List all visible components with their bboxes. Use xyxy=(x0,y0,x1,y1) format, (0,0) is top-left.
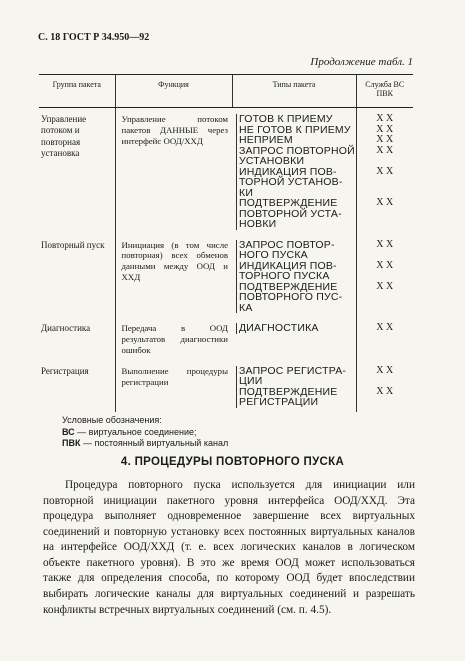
packet-type-line: ПОДТВЕРЖДЕНИЕ xyxy=(236,387,356,398)
packet-type-line: НЕ ГОТОВ К ПРИЕМУ xyxy=(236,125,356,136)
packet-type-line: ПОДТВЕРЖДЕНИЕ xyxy=(236,198,356,209)
packet-type-line: КА xyxy=(236,303,356,314)
packet-type-line: ЦИИ xyxy=(236,376,356,387)
packet-type-line: ЗАПРОС ПОВТОР- xyxy=(236,240,356,251)
packet-type-line: ГОТОВ К ПРИЕМУ xyxy=(236,114,356,125)
cell-service xyxy=(356,360,413,412)
packet-type-line: ЗАПРОС РЕГИСТРА- xyxy=(236,366,356,377)
cell-function: Передача в ООД результатов диагностики ошибок xyxy=(115,317,232,360)
service-marks: X X xyxy=(376,144,394,156)
cell-function: Выполнение процедуры регистрации xyxy=(115,360,232,412)
section-title: 4. ПРОЦЕДУРЫ ПОВТОРНОГО ПУСКА xyxy=(120,456,345,468)
packet-type-line: ТОРНОГО ПУСКА xyxy=(236,271,356,282)
service-marks: X X xyxy=(376,385,394,397)
service-marks xyxy=(357,303,414,314)
cell-function: Управление потоком пакетов ДАННЫЕ через интерфейс ООД/ХХД xyxy=(115,108,232,234)
service-marks: X X xyxy=(376,134,394,145)
table-row xyxy=(39,234,413,318)
service-marks xyxy=(357,177,414,188)
table-row xyxy=(39,360,413,412)
table-row xyxy=(39,317,413,360)
packet-type-line: ПОДТВЕРЖДЕНИЕ xyxy=(236,282,356,293)
service-marks: X X xyxy=(376,322,394,333)
service-marks: X X xyxy=(376,197,394,208)
service-marks: X X xyxy=(376,364,394,376)
cell-packet-types xyxy=(232,234,356,318)
service-marks xyxy=(357,397,414,408)
packet-types-table xyxy=(39,74,413,412)
column-header-function: Функция xyxy=(115,75,232,108)
cell-packet-types xyxy=(232,317,356,360)
cell-packet-types xyxy=(232,108,356,234)
service-marks: X X xyxy=(376,238,394,250)
table-header-row xyxy=(39,75,413,108)
service-marks xyxy=(357,219,414,230)
service-marks: X X xyxy=(376,123,394,135)
packet-type-line: ДИАГНОСТИКА xyxy=(236,323,356,334)
page-header: С. 18 ГОСТ Р 34.950—92 xyxy=(38,32,150,43)
service-marks: X X xyxy=(376,165,394,177)
packet-type-line: ПОВТОРНОГО ПУС- xyxy=(236,292,356,303)
column-header-service: Служба ВС ПВК xyxy=(356,75,413,108)
cell-service xyxy=(356,108,413,234)
legend-pvc-text: — постоянный виртуальный канал xyxy=(80,438,229,449)
legend-vc xyxy=(62,427,228,439)
packet-type-line: ТОРНОЙ УСТАНОВ- xyxy=(236,177,356,188)
packet-type-line: КИ xyxy=(236,188,356,199)
packet-type-line: ИНДИКАЦИЯ ПОВ- xyxy=(236,261,356,272)
service-marks xyxy=(357,292,414,303)
table-row xyxy=(39,108,413,234)
legend-vc-text: — виртуальное соединение; xyxy=(74,426,197,437)
service-marks: X X xyxy=(376,113,394,124)
packet-type-line: НОГО ПУСКА xyxy=(236,250,356,261)
cell-group: Регистрация xyxy=(41,365,89,376)
packet-type-line: РЕГИСТРАЦИИ xyxy=(236,397,356,408)
legend-pvc-abbr: ПВК xyxy=(62,438,81,449)
service-marks: X X xyxy=(376,259,394,271)
service-marks xyxy=(357,156,414,167)
cell-service xyxy=(356,317,413,360)
packet-type-line: ПОВТОРНОЙ УСТА- xyxy=(236,209,356,220)
packet-type-line: НОВКИ xyxy=(236,219,356,230)
cell-function: Инициация (в том числе повторная) всех обменов данными между ООД и ХХД xyxy=(115,234,232,318)
cell-group: Повторный пуск xyxy=(41,239,105,250)
packet-type-line: УСТАНОВКИ xyxy=(236,156,356,167)
cell-group: Управление потоком и повторная установка xyxy=(41,114,87,158)
column-header-group: Группа пакета xyxy=(39,75,115,108)
cell-service xyxy=(356,234,413,318)
table-continuation-label: Продолжение табл. 1 xyxy=(310,56,413,68)
packet-type-line: ЗАПРОС ПОВТОРНОЙ xyxy=(236,146,356,157)
cell-packet-types xyxy=(232,360,356,412)
legend-vc-abbr: ВС xyxy=(62,426,75,437)
service-marks xyxy=(357,271,414,282)
legend-title: Условные обозначения: xyxy=(62,415,162,425)
legend-notes xyxy=(62,415,228,450)
packet-type-line: ИНДИКАЦИЯ ПОВ- xyxy=(236,167,356,178)
packet-type-line: НЕПРИЕМ xyxy=(236,135,356,146)
column-header-types: Типы пакета xyxy=(232,75,356,108)
service-marks xyxy=(357,209,414,220)
body-paragraph: Процедура повторного пуска используется для инициации или повторной инициации пакетного уровня интерфейса ООД/ХХД. Эта процедура выполняет одновременное завершение всех виртуальных соединений и повторную установку всех постоянных виртуальных каналов на интерфейсе ООД/ХХД (т. е. всех логических каналов в логическом объекте пакетного уровня). В это же время ООД может использоваться также для определения способа, по которому ООД будет впоследствии выбирать логические каналы для виртуальных соединений и разрешать конфликты встречных виртуальных соединений (см. п. 4.5). xyxy=(43,479,415,616)
service-marks: X X xyxy=(376,280,394,292)
legend-pvc xyxy=(62,438,228,450)
service-marks xyxy=(357,250,414,261)
cell-group: Диагностика xyxy=(41,323,91,333)
